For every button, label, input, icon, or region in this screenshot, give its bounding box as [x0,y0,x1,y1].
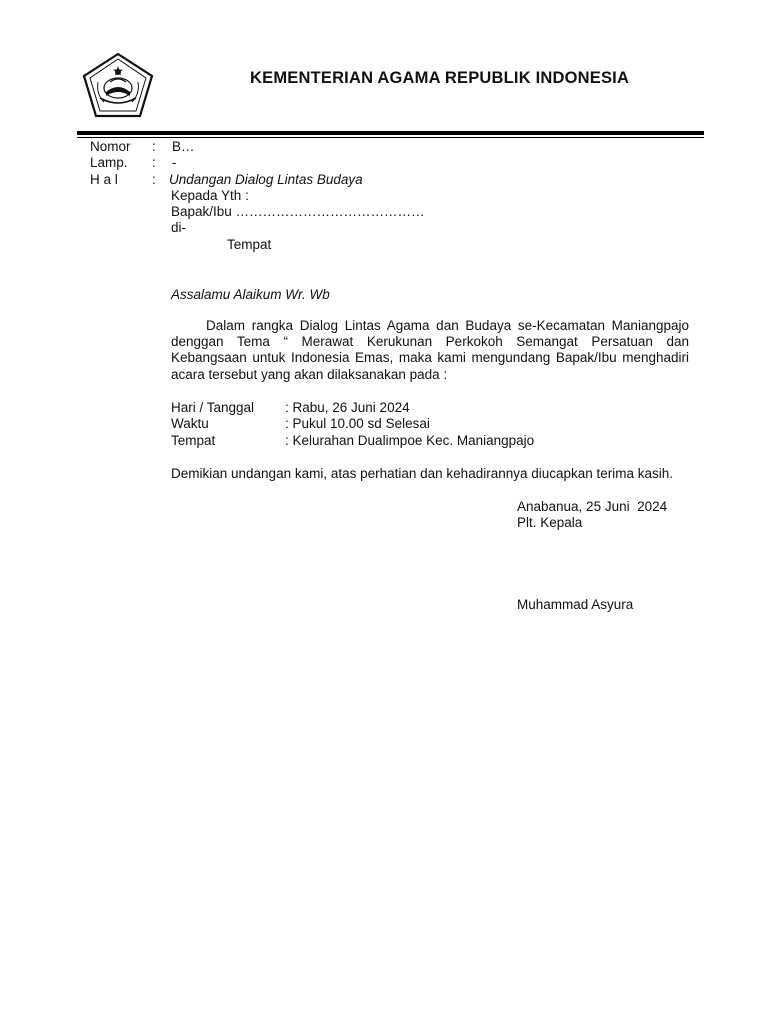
signature-position: Plt. Kepala [517,515,583,530]
signature-place-date: Anabanua, 25 Juni 2024 [517,499,668,514]
closing-text: Demikian undangan kami, atas perhatian dan kehadirannya diucapkan terima kasih. [171,466,674,481]
recipient-line-1: Kepada Yth : [171,188,249,203]
nomor-value: B… [172,139,195,154]
body-paragraph: Dalam rangka Dialog Lintas Agama dan Budaya se-Kecamatan Maniangpajo denggan Tema “ Merawat Kerukunan Perkokoh Semangat Persatuan dan Kebangsaan untuk Indonesia Emas, maka kami mengundang Bapak/Ibu menghadiri acara tersebut yang akan dilaksanakan pada : [171,318,689,382]
lamp-value: - [172,155,177,170]
header-rule-thick [77,131,704,135]
greeting: Assalamu Alaikum Wr. Wb [171,287,330,302]
hal-label: H a l [90,172,118,187]
hal-value: Undangan Dialog Lintas Budaya [169,172,363,187]
recipient-line-2: Bapak/Ibu …………………………………… [171,204,425,219]
kemenag-emblem-icon [82,52,154,118]
signature-name: Muhammad Asyura [517,597,634,612]
header-rule-thin [77,137,704,138]
page-title: KEMENTERIAN AGAMA REPUBLIK INDONESIA [250,69,630,87]
recipient-line-3: di- [171,220,187,235]
time-label: Waktu [171,416,209,431]
place-value: : Kelurahan Dualimpoe Kec. Maniangpajo [285,433,535,448]
date-value: : Rabu, 26 Juni 2024 [285,400,410,415]
nomor-label: Nomor [90,139,131,154]
place-label: Tempat [171,433,216,448]
hal-separator: : [152,172,156,187]
time-value: : Pukul 10.00 sd Selesai [285,416,430,431]
lamp-separator: : [152,155,156,170]
recipient-line-4: Tempat [227,237,272,252]
date-label: Hari / Tanggal [171,400,255,415]
nomor-separator: : [152,139,156,154]
lamp-label: Lamp. [90,155,128,170]
